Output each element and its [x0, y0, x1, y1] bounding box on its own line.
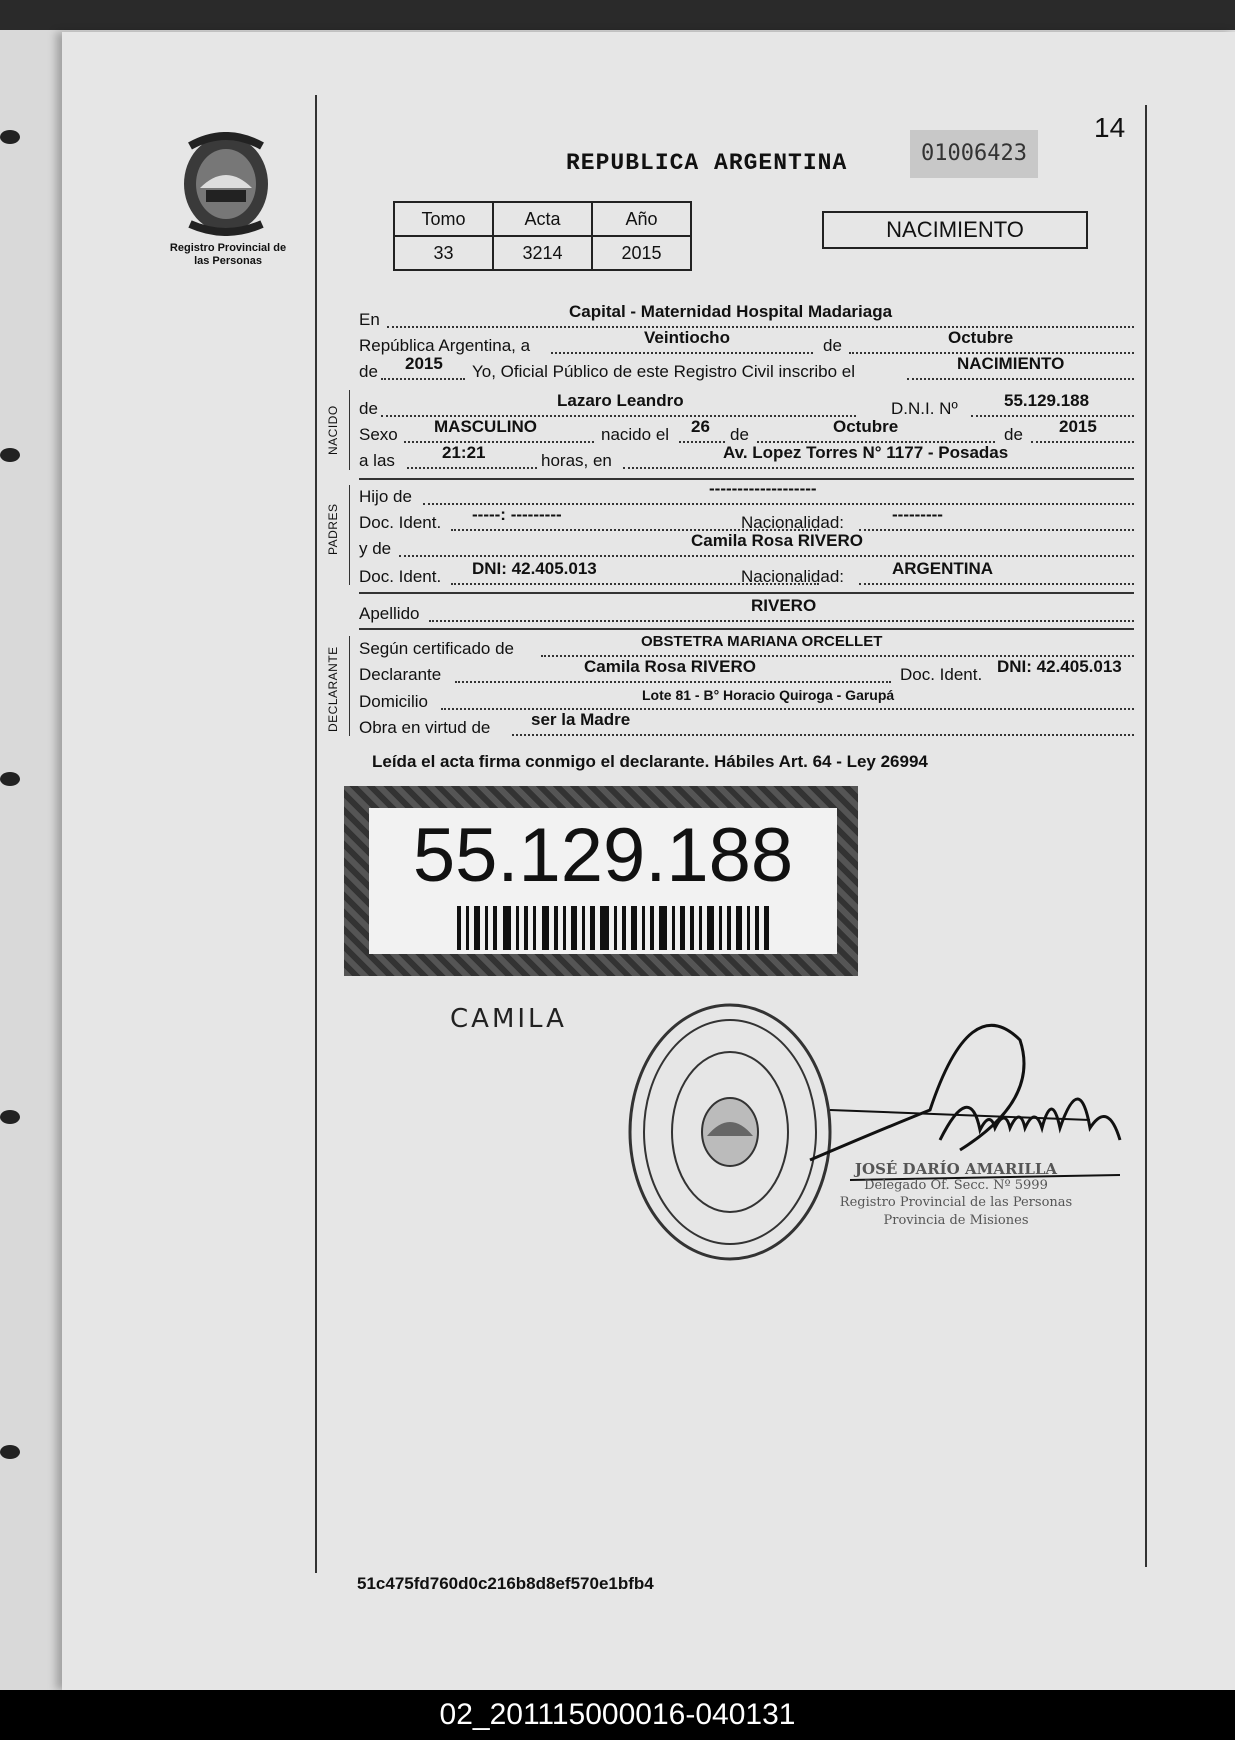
misiones-seal-icon — [180, 132, 272, 236]
horas-label: horas, en — [541, 451, 612, 470]
declarante-section-label: DECLARANTE — [326, 646, 340, 732]
registro-label: Registro Provincial de las Personas — [169, 242, 287, 267]
footer-caption: 02_201115000016-040131 — [0, 1690, 1235, 1740]
barcode-label — [344, 786, 858, 976]
de-label-3: de — [1004, 425, 1023, 444]
doc-ident-label: Doc. Ident. — [900, 665, 983, 684]
yde-label: y de — [359, 539, 392, 558]
barcode-bars-icon — [457, 906, 773, 950]
certificado-value: OBSTETRA MARIANA ORCELLET — [641, 633, 883, 650]
madre-nac-value: ARGENTINA — [892, 559, 994, 578]
acta-value: 3214 — [493, 236, 592, 270]
binder-hole — [0, 1445, 20, 1459]
row-padre-doc — [359, 505, 1134, 533]
tomo-value: 33 — [394, 236, 493, 270]
obra-value: ser la Madre — [531, 710, 631, 729]
page-title: REPUBLICA ARGENTINA — [566, 150, 848, 176]
padre-nac-value: --------- — [892, 505, 943, 524]
leida-statement: Leída el acta firma conmigo el declarante. Hábiles Art. 64 - Ley 26994 — [372, 752, 928, 771]
row-inscribo — [359, 354, 1134, 382]
row-hora — [359, 443, 1134, 471]
domicilio-label: Domicilio — [359, 692, 428, 711]
binder-hole — [0, 448, 20, 462]
padre-value: ------------------- — [709, 479, 817, 498]
nacido-divider — [349, 390, 350, 470]
document-hash: 51c475fd760d0c216b8d8ef570e1bfb4 — [357, 1574, 654, 1593]
official-line-2: Registro Provincial de las Personas — [839, 1195, 1073, 1210]
binder-hole — [0, 1110, 20, 1124]
hijo-label: Hijo de — [359, 487, 412, 506]
padres-section-label: PADRES — [326, 503, 340, 555]
nombre-value: Lazaro Leandro — [557, 391, 684, 410]
lugar-value: Capital - Maternidad Hospital Madariaga — [569, 302, 893, 321]
row-hijo — [359, 479, 1134, 507]
acta-header: Acta — [493, 202, 592, 236]
mes-nacimiento-value: Octubre — [833, 417, 899, 436]
anio-value: 2015 — [592, 236, 691, 270]
binder-hole — [0, 130, 20, 144]
de2-label: de — [359, 362, 378, 381]
row-nombre — [359, 391, 1134, 419]
lugar-nacimiento-value: Av. Lopez Torres N° 1177 - Posadas — [723, 443, 1009, 462]
official-line-1: Delegado Of. Secc. Nº 5999 — [864, 1178, 1048, 1193]
row-certificado — [359, 633, 1134, 659]
barcode-number: 55.129.188 — [412, 813, 794, 898]
padres-divider — [349, 485, 350, 585]
dia-nacimiento-value: 26 — [691, 417, 710, 436]
right-margin-line — [1145, 105, 1147, 1567]
left-margin-line — [315, 95, 317, 1573]
domicilio-value: Lote 81 - B° Horacio Quiroga - Garupá — [642, 687, 895, 703]
anio-header: Año — [592, 202, 691, 236]
row-madre-doc — [359, 559, 1134, 587]
nacionalidad-label-2: Nacionalidad: — [741, 567, 845, 586]
de-label-2: de — [730, 425, 749, 444]
handwritten-name: CAMILA — [450, 1004, 567, 1034]
binder-hole — [0, 772, 20, 786]
apellido-label: Apellido — [359, 604, 420, 623]
dia-value: Veintiocho — [644, 328, 730, 347]
row-sexo — [359, 417, 1134, 445]
declarante-value: Camila Rosa RIVERO — [584, 657, 756, 676]
mes-value: Octubre — [948, 328, 1014, 347]
inscribo-label: Yo, Oficial Público de este Registro Civil inscribo el — [472, 362, 855, 381]
nacido-section-label: NACIDO — [326, 405, 340, 455]
document-type-box: NACIMIENTO — [822, 211, 1088, 249]
row-lugar — [359, 302, 1134, 330]
declarante-doc-value: DNI: 42.405.013 — [997, 657, 1122, 676]
doc-label-2: Doc. Ident. — [359, 567, 442, 586]
republica-label: República Argentina, a — [359, 336, 531, 355]
de-label: de — [359, 399, 378, 418]
serial-number: 01006423 — [910, 130, 1038, 178]
official-name: JOSÉ DARÍO AMARILLA — [854, 1160, 1058, 1178]
obra-label: Obra en virtud de — [359, 718, 491, 737]
row-apellido — [359, 596, 1134, 624]
de-label: de — [823, 336, 842, 355]
declarante-divider — [349, 636, 350, 736]
official-line-3: Provincia de Misiones — [883, 1213, 1029, 1228]
sexo-label: Sexo — [359, 425, 398, 444]
en-label: En — [359, 310, 380, 329]
record-table — [393, 201, 692, 271]
apellido-value: RIVERO — [751, 596, 817, 615]
hora-value: 21:21 — [442, 443, 486, 462]
sexo-value: MASCULINO — [434, 417, 537, 436]
row-declarante — [359, 657, 1134, 685]
anio-value: 2015 — [405, 354, 443, 373]
row-fecha — [359, 328, 1134, 356]
dni-label: D.N.I. Nº — [891, 399, 958, 418]
declarante-label: Declarante — [359, 665, 442, 684]
madre-doc-value: DNI: 42.405.013 — [472, 559, 597, 578]
madre-value: Camila Rosa RIVERO — [691, 531, 863, 550]
page-number: 14 — [1094, 112, 1126, 143]
padre-doc-value: -----: --------- — [472, 505, 562, 524]
acto-value: NACIMIENTO — [957, 354, 1065, 373]
section-divider — [359, 628, 1134, 630]
tomo-header: Tomo — [394, 202, 493, 236]
nacido-label: nacido el — [601, 425, 670, 444]
dni-value: 55.129.188 — [1004, 391, 1090, 410]
certificado-label: Según certificado de — [359, 639, 514, 658]
section-divider — [359, 592, 1134, 594]
alas-label: a las — [359, 451, 395, 470]
doc-label: Doc. Ident. — [359, 513, 442, 532]
nacionalidad-label: Nacionalidad: — [741, 513, 845, 532]
row-domicilio — [359, 687, 1134, 712]
anio-nacimiento-value: 2015 — [1059, 417, 1097, 436]
row-obra — [359, 710, 1134, 738]
row-madre — [359, 531, 1134, 559]
